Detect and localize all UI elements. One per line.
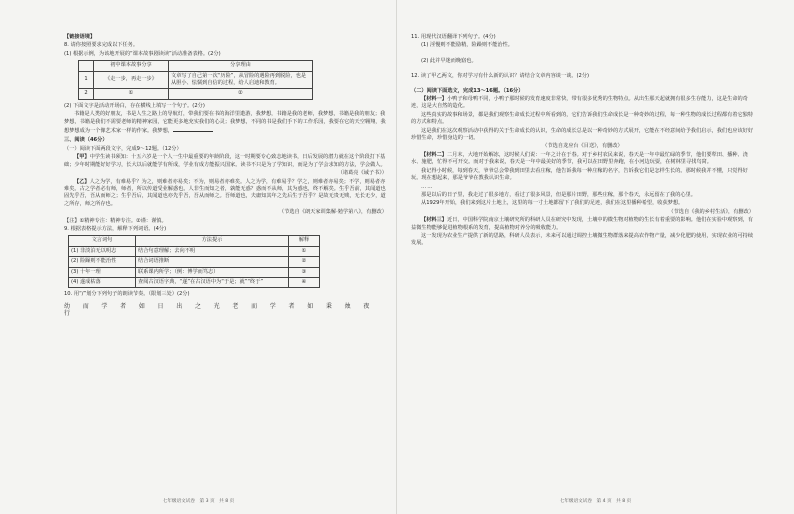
material-2-para-2: 我记得小时候，每到春天，爷爷总会带我到田里去看庄稼，他告诉我每一种庄稼的名字，告诉我它们是怎样生长的。那时候我并不懂，只觉得好玩。现在想起来，那是爷爷在教我认识生命。 [411,167,748,182]
table2-header-2: 解释 [289,236,320,246]
table2-cell: (1) 非淡泊无以明志 [69,246,136,256]
table1-cell: 文章写了自己第一次“历险”，从冒险的遇险再到脱险，也是从胆小、怯懦到自信的过程，给人启迪和教育。 [169,71,313,89]
table1-cell: ① [94,89,169,99]
section-3-title: 三、阅读（46分） [64,137,108,144]
table2-header-0: 文言词句 [69,236,136,246]
table-row [79,89,313,99]
table2-cell: 联系课内所学；（例：博学而笃志） [136,267,289,277]
passage-yi: 【乙】人之为学，有难易乎？为之，则难者亦易矣；不为，则易者亦难矣。人之为学，有难易乎？学之，则难者亦易矣；不学，则易者亦难矣。古之学者必有师，师者，所以传道受业解惑也。人非生而知之者，孰能无惑？惑而不从师，其为惑也，终不解矣。生乎吾前，其闻道也固先乎吾，吾从而师之；生乎吾后，其闻道也亦先乎吾，吾从而师之。吾师道也，夫庸知其年之先后生于吾乎？是故无贵无贱，无长无少，道之所存，师之所存也。 [64,178,386,207]
table2-header-1: 方法提示 [136,236,289,246]
table-row [69,267,320,277]
table2-cell: (2) 险躁则不能治性 [69,257,136,267]
answer-space[interactable] [411,82,754,86]
reading-part-1: （一）阅读下面两段文字，完成9～12题。（12分） [64,145,182,152]
answer-blank[interactable] [173,126,213,132]
table2-cell: ④ [289,277,320,287]
page-footer-left: 七年级语文试卷 第 3 页 共 8 页 [162,498,235,504]
question-8-1: (1) 根据示例，为该地开展的“课本故事剧读读”活动准备表格。(2分) [64,50,221,57]
word-explain-table [68,235,320,288]
table1-cell: 2 [79,89,94,99]
table2-cell: 查阅古汉语字典，“遂”在古汉语中为“于是；就”“终于” [136,277,289,287]
question-10-sentence: 幼 而 学 者 如 日 出 之 光 老 而 学 者 如 秉 烛 夜 行 [64,302,375,318]
table-row [69,246,320,256]
table1-header-1: 初中课本故事分享 [94,61,169,71]
table-row [69,277,320,287]
passage-jia: 【甲】中学生读书须知：十五六岁是一个人一生中最重要的年龄阶段，这一时期要专心致志地读书，日后发展的潜力就在这个阶段打下基础；少年时期能好好学习，长大以后就能学有所成，学业有成方能振兴国家。读书不只是为了学知识，而是为了学会求知的方法，学会做人。 [64,154,386,168]
reading-part-2: （二）阅读下面选文，完成13～16题。（16分） [411,87,524,94]
table2-cell: 结合句意理解；去向不明 [136,246,289,256]
table2-cell: 结合词语推断 [136,257,289,267]
material-2: 【材料二】二月末，大地开始解冻，这时候人们说：一年之计在于春。对于乡村农民来说，春天是一年中最忙碌的季节，他们要犁田、播种、浇水、施肥，忙得不可开交。而对于我来说，春天是一年中最美好的季节，我可以在田野里奔跑，在小河边玩耍，在树林里寻找鸟窝。 [411,151,748,166]
ellipsis: …… [421,183,434,190]
question-9: 9. 根据表格提示方法，解释下列词语。(4分) [64,225,167,232]
material-3: 【材料三】近日，中国科学院南京土壤研究所的科研人员在研究中发现，土壤中的微生物对植物的生长有着重要的影响。他们在实验中观察到，有益微生物能够促进植物根系的发育，提高植物对养分的吸收能力。 [411,217,754,231]
question-11: 11. 用现代汉语翻译下列句子。(4分) [411,34,496,40]
table1-header-0 [79,61,94,71]
table1-header-2: 分享理由 [169,61,313,71]
answer-space[interactable] [411,51,754,57]
table1-cell: 1 [79,71,94,89]
material-2-source: （节选自《我的乡村生活》，有删改） [668,208,754,215]
material-1-para-2: 这些真实的故事和场景，都是我们观察生命成长过程中所看到的，它们告诉我们生命成长是一种奇妙的过程，每一种生物的成长过程都有着它独特的方式和特点。 [411,111,754,126]
question-12: 12. 读了甲乙两文，你对学习有什么新的认识？请结合文章内容谈一谈。(2分) [411,73,590,80]
question-8-2: (2) 下面文字是活动开场白，存在横线上填写一个句子。(2分) [64,102,205,109]
material-3-para-2: 这一发现为农业生产提供了新的思路，科研人员表示，未来可以通过调控土壤微生物群落来提高农作物产量，减少化肥的使用，实现农业的可持续发展。 [411,232,754,247]
page-footer-right: 七年级语文试卷 第 4 页 共 8 页 [559,498,632,504]
annotation-note: 【注】①精神专注：精神专注。②谨：谨慎。 [64,217,167,224]
material-1-para-3: 这是我们在这次观察活动中获得的关于生命成长的认识，生命的成长总是以一种奇妙的方式展开，它能在不经意间给予我们启示，我们也应该好好珍惜生命，珍惜身边的一切。 [411,127,754,142]
question-8-2-passage: 书籍是人类的好朋友，书是人生之路上的导航灯，带我们要在书的海洋里遨游，我梦想，书籍是我的老师，我梦想，书籍是我的朋友；我梦想，书籍是我们不需要老师的精神家园，它能更多地充实我们的心灵；我梦想，不同的书是我们手下的工作乐园，我要在它的天空翱翔，我想梦想成为一个像艺术家一样的作家。我梦想， [64,111,386,135]
table2-cell: ② [289,257,320,267]
table1-cell: 《走一步，再走一步》 [94,71,169,89]
table-row [69,257,320,267]
context-tag: 【链接语境】 [64,34,96,40]
material-2-para-4: 从1929年开始，我们来到这片土地上，这里的每一寸土地都留下了我们的足迹，我们在这里播种希望，收获梦想。 [421,200,684,207]
passage-jia-source: （诸葛亮《诫子书》） [337,170,387,177]
question-11-1: (1) 淫慢则不能励精，险躁则不能治性。 [421,42,513,49]
story-share-table [78,60,313,100]
material-1-source: （节选自龙应台《目送》，有删改） [542,143,623,150]
table2-cell: ① [289,246,320,256]
table2-cell: (4) 遂成枯落 [69,277,136,287]
question-8: 8. 请你按照要求完成以下任务。 [64,42,139,49]
question-11-2: (2) 此并早迷而晚寤也。 [421,57,477,64]
material-1: 【材料一】小鸭子和母鸭不同，小鸭子那时候的发育速度非常快，带有很多优秀的生物特点。从出生那天起就拥有很多生存能力，这是生命的奇迹，这是大自然的造化。 [411,96,748,110]
material-2-para-3: 那是以后的日子里，我走过了很多地方，看过了很多风景，但是那片田野，那些庄稼，那个春天，永远留在了我的心里。 [421,191,696,198]
right-page [397,0,794,514]
table2-cell: ③ [289,267,320,277]
table-row [79,71,313,89]
question-10: 10. 用“/”划分下列句子的朗读节奏。（限划三处）(2分) [64,291,190,298]
passage-yi-source: （节选自《朗天家训集解·勉学第八》，有删改） [279,209,387,216]
answer-space[interactable] [411,66,754,72]
table1-cell: ② [169,89,313,99]
table2-cell: (3) 十年一理 [69,267,136,277]
